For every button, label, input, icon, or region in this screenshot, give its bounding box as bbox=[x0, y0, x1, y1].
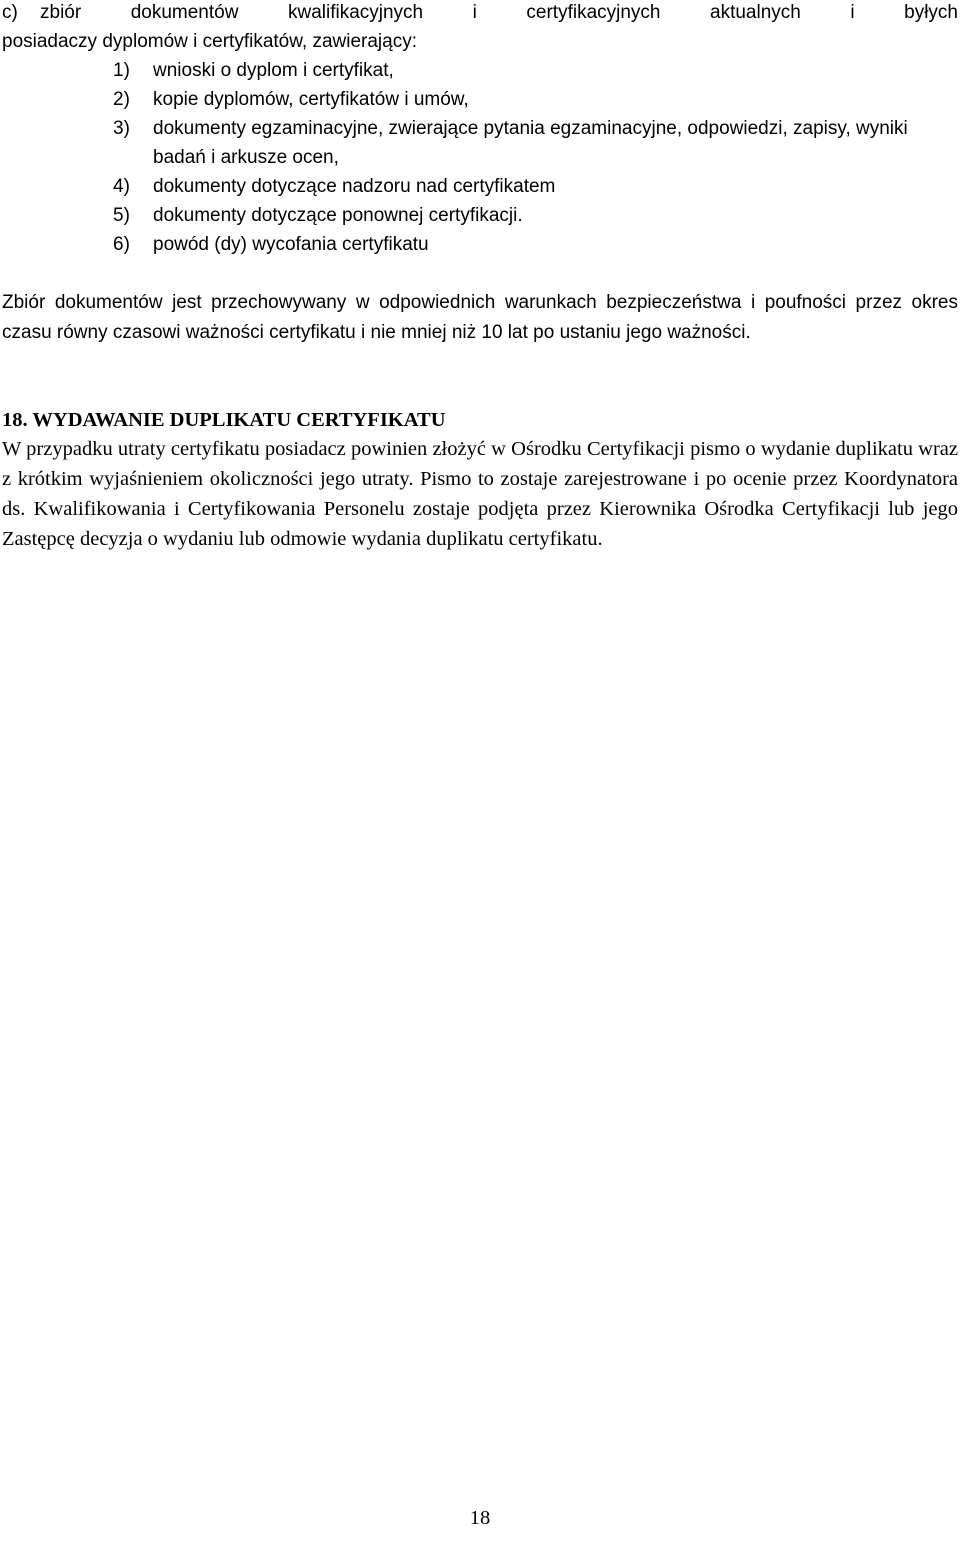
list-item bbox=[113, 56, 958, 85]
intro-item bbox=[2, 0, 958, 56]
list-item-text: powód (dy) wycofania certyfikatu bbox=[153, 234, 429, 255]
list-item-number: 3) bbox=[113, 118, 130, 139]
list-item-text: dokumenty dotyczące nadzoru nad certyfikatem bbox=[153, 176, 556, 197]
list-item-number: 2) bbox=[113, 89, 130, 110]
section-heading bbox=[2, 405, 446, 435]
intro-item-text-line1: zbiór dokumentów kwalifikacyjnych i certyfikacyjnych aktualnych i byłych bbox=[40, 2, 958, 23]
list-item-number: 4) bbox=[113, 176, 130, 197]
section-number: 18. bbox=[2, 409, 28, 431]
section-title: WYDAWANIE DUPLIKATU CERTYFIKATU bbox=[32, 409, 446, 431]
list-item-number: 6) bbox=[113, 234, 130, 255]
list-item-text: dokumenty dotyczące ponownej certyfikacji. bbox=[153, 205, 523, 226]
list-item-number: 1) bbox=[113, 60, 130, 81]
list-item bbox=[113, 172, 958, 201]
list-item-text: wnioski o dyplom i certyfikat, bbox=[153, 60, 394, 81]
list-item bbox=[113, 114, 958, 172]
page-number: 18 bbox=[469, 1507, 491, 1529]
document-list bbox=[113, 56, 958, 259]
list-item bbox=[113, 85, 958, 114]
intro-first-line bbox=[2, 0, 958, 27]
storage-paragraph: Zbiór dokumentów jest przechowywany w odpowiednich warunkach bezpieczeństwa i poufności przez okres czasu równy czasowi ważności certyfikatu i nie mniej niż 10 lat po ustaniu jego ważności. bbox=[2, 292, 958, 343]
list-item-text: dokumenty egzaminacyjne, zwierające pytania egzaminacyjne, odpowiedzi, zapisy, wyniki badań i arkusze ocen, bbox=[153, 118, 908, 168]
intro-item-text-line2: posiadaczy dyplomów i certyfikatów, zawierający: bbox=[2, 31, 418, 52]
list-item bbox=[113, 230, 958, 259]
intro-item-label: c) bbox=[2, 2, 18, 23]
list-item-number: 5) bbox=[113, 205, 130, 226]
list-item-text: kopie dyplomów, certyfikatów i umów, bbox=[153, 89, 469, 110]
section-body: W przypadku utraty certyfikatu posiadacz powinien złożyć w Ośrodku Certyfikacji pismo o wydanie duplikatu wraz z krótkim wyjaśnieniem okoliczności jego utraty. Pismo to zostaje zarejestrowane i po ocenie przez Koordynatora ds. Kwalifikowania i Certyfikowania Personelu zostaje podjęta przez Kierownika Ośrodka Certyfikacji lub jego Zastępcę decyzja o wydaniu lub odmowie wydania duplikatu certyfikatu. bbox=[2, 438, 958, 550]
list-item bbox=[113, 201, 958, 230]
